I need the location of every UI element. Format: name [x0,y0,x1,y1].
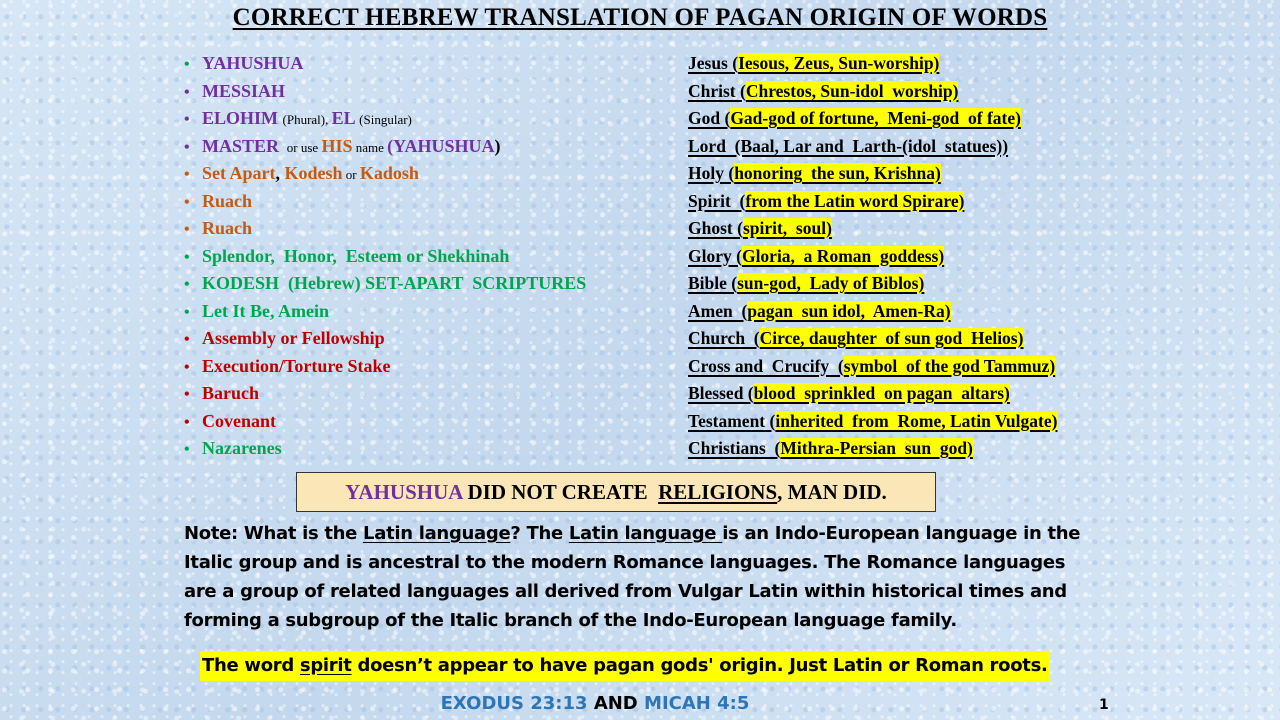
banner-underlined: RELIGIONS [658,480,778,504]
bullet-icon: • [184,166,190,183]
note-part-3: is an Indo-European language in the Italic group and is ancestral to the modern Romance languages. The Romance languages are a group of related languages all derived from Vulgar Latin within historical times and forming a subgroup of the Italic branch of the Indo-European language family. [184,523,1081,631]
hebrew-term-item [184,243,586,271]
hebrew-term-item [184,50,586,78]
hebrew-term-text: MESSIAH [202,80,286,101]
bullet-icon: • [184,193,190,211]
pagan-word-item [688,78,1057,106]
bullet-icon: • [184,56,190,73]
hebrew-term-text: KODESH (Hebrew) SET-APART SCRIPTURES [202,273,587,293]
hebrew-terms-list [184,50,586,463]
pagan-origin-highlight: Chrestos, Sun-idol worship) [745,80,959,101]
pagan-word-item [688,353,1057,381]
hebrew-term-text: (Phural), [282,112,332,127]
ref-exodus: EXODUS 23:13 [440,693,588,714]
pagan-origin-highlight: Iesous, Zeus, Sun-worship) [738,53,940,73]
hebrew-term-text: Assembly or Fellowship [202,328,385,348]
pagan-origin-list [688,50,1057,463]
bullet-icon: • [184,358,190,376]
ref-and: AND [587,693,645,714]
pagan-word-item [688,408,1057,436]
pagan-word-item [688,215,1057,243]
pagan-origin-highlight: Gloria, a Roman goddess) [741,245,945,266]
pagan-word: Jesus ( [688,53,739,73]
banner-text-1: DID NOT CREATE [462,480,659,504]
note-underline-1: Latin language [363,523,511,544]
bullet-icon: • [184,111,190,128]
hebrew-term-text: YAHUSHUA [202,53,304,73]
pagan-word-item [688,298,1057,326]
hebrew-term-item [184,270,586,298]
pagan-word: Amen ( [688,300,748,321]
hebrew-term-item [184,353,586,381]
pagan-word: Blessed ( [688,383,754,403]
pagan-word: Ghost ( [688,218,743,238]
pagan-origin-highlight: blood sprinkled on pagan altars) [753,383,1010,403]
hebrew-term-text: (Singular) [359,112,412,127]
pagan-origin-highlight: symbol of the god Tammuz) [843,355,1056,376]
hebrew-term-item [184,188,586,216]
note-underline-2: Latin language [568,523,723,544]
pagan-word-item [688,188,1057,216]
scripture-references [0,693,1190,714]
hebrew-term-text: HIS [321,135,353,156]
hebrew-term-text: MASTER [202,135,284,156]
bullet-icon: • [184,276,190,293]
hebrew-term-item [184,435,586,463]
hebrew-term-text: ELOHIM [202,108,283,128]
hebrew-term-text: name [352,139,388,155]
pagan-word: Glory ( [688,245,742,266]
pagan-word-item [688,105,1057,133]
pagan-word: Church ( [688,328,760,348]
bullet-icon: • [184,331,190,348]
pagan-word: Testament ( [688,410,776,431]
pagan-word: Holy ( [688,163,735,183]
hebrew-term-item [184,298,586,326]
pagan-word: Spirit ( [688,190,746,211]
pagan-word: Christ ( [688,80,746,101]
note-part-1: Note: What is the [184,523,364,544]
spirit-line-post: doesn’t appear to have pagan gods' origin. Just Latin or Roman roots. [351,655,1048,676]
pagan-word-item [688,270,1057,298]
pagan-origin-highlight: inherited from Rome, Latin Vulgate) [775,410,1058,431]
pagan-word-item [688,243,1057,271]
page-number: 1 [1099,697,1109,713]
pagan-origin-highlight: pagan sun idol, Amen-Ra) [747,300,951,321]
pagan-word: Bible ( [688,273,738,293]
bullet-icon: • [184,138,190,156]
pagan-origin-highlight: Circe, daughter of sun god Helios) [759,328,1024,348]
hebrew-term-text: or [342,167,360,182]
bullet-icon: • [184,248,190,266]
hebrew-term-text: Kadosh [359,163,419,183]
hebrew-term-text: Let It Be, Amein [202,300,329,321]
latin-note-paragraph [184,519,1084,635]
bullet-icon: • [184,303,190,321]
hebrew-term-text: Nazarenes [202,438,282,458]
pagan-word-item [688,325,1057,353]
pagan-word-item [688,160,1057,188]
hebrew-term-text: (YAHUSHUA [387,135,495,156]
hebrew-term-text: Covenant [202,410,277,431]
hebrew-term-text: or use [283,139,322,155]
pagan-word: Cross and Crucify ( [688,355,844,376]
bullet-icon: • [184,441,190,458]
hebrew-term-text: Execution/Torture Stake [202,355,391,376]
pagan-word: God ( [688,108,731,128]
hebrew-term-text: Set Apart [202,163,276,183]
spirit-line-underlined: spirit [299,655,352,676]
hebrew-term-text: Kodesh [284,163,343,183]
bullet-icon: • [184,221,190,238]
pagan-origin-highlight: Mithra-Persian sun god) [780,438,973,458]
hebrew-term-text: Splendor, Honor, Esteem or Shekhinah [202,245,510,266]
pagan-origin-highlight: sun-god, Lady of Biblos) [737,273,925,293]
ref-micah: MICAH 4:5 [644,693,750,714]
banner-text-2: , MAN DID. [777,480,887,504]
hebrew-term-item [184,78,586,106]
note-part-2: ? The [510,523,569,544]
pagan-origin-highlight: spirit, soul) [742,218,832,238]
title-text: CORRECT HEBREW TRANSLATION OF PAGAN ORIGIN OF WORDS [232,4,1048,31]
hebrew-term-text: Ruach [202,218,253,238]
bullet-icon: • [184,413,190,431]
pagan-origin-highlight: from the Latin word Spirare) [745,190,965,211]
hebrew-term-text: Baruch [202,383,260,403]
pagan-word-item [688,133,1057,161]
pagan-word: Christians ( [688,438,781,458]
pagan-word-item [688,50,1057,78]
hebrew-term-item [184,160,586,188]
hebrew-term-text: ) [494,135,501,156]
spirit-line-pre: The word [202,655,300,676]
hebrew-term-text: Ruach [202,190,253,211]
banner-name: YAHUSHUA [345,480,463,504]
pagan-origin-highlight: honoring the sun, Krishna) [734,163,941,183]
pagan-origin-highlight: Gad-god of fortune, Meni-god of fate) [730,108,1021,128]
hebrew-term-item [184,408,586,436]
religions-banner [296,472,936,512]
spirit-highlight-line [200,651,1050,681]
bullet-icon: • [184,386,190,403]
hebrew-term-item [184,325,586,353]
pagan-word-item [688,380,1057,408]
hebrew-term-item [184,133,586,161]
hebrew-term-item [184,105,586,133]
pagan-word-item [688,435,1057,463]
pagan-word: Lord (Baal, Lar and Larth-(idol statues)) [688,135,1009,156]
hebrew-term-text: EL [331,108,360,128]
hebrew-term-text: , [275,163,285,183]
page-title [0,4,1280,32]
hebrew-term-item [184,215,586,243]
bullet-icon: • [184,83,190,101]
hebrew-term-item [184,380,586,408]
